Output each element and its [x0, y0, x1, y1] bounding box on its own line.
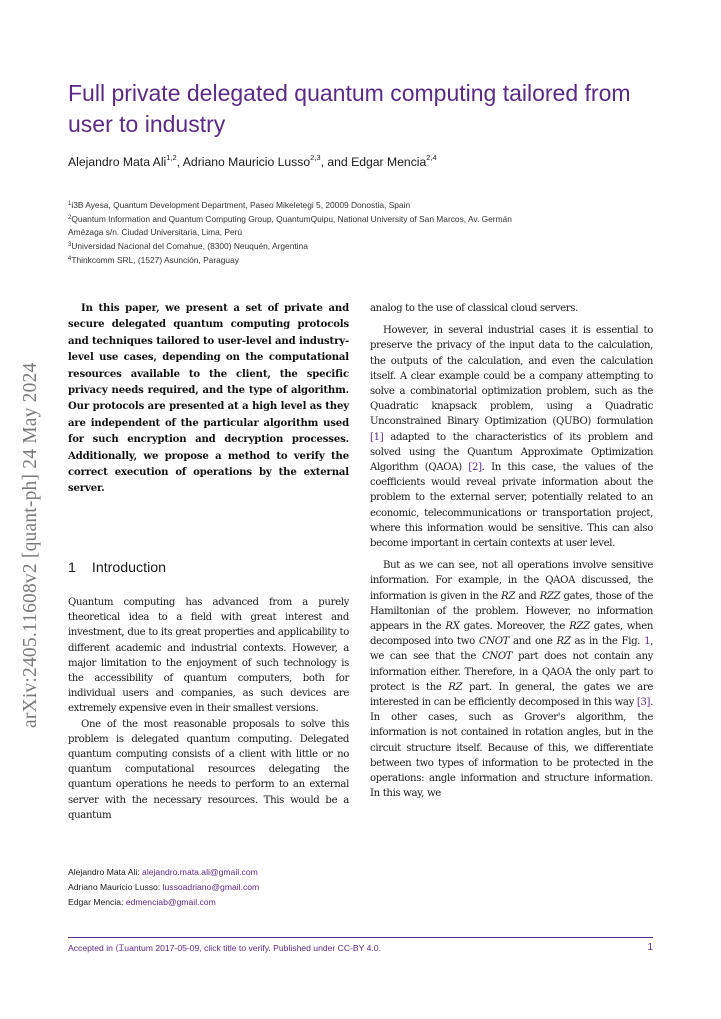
affiliation-text: Quantum Information and Quantum Computing Group, QuantumQuipu, National University of San Marcos, Av. Germán [71, 213, 512, 224]
email-author-name: Edgar Mencia: [68, 897, 124, 907]
section-heading [68, 560, 166, 576]
affiliation-number: 3 [68, 241, 72, 248]
math-symbol: CNOT [478, 636, 510, 648]
author-emails [68, 865, 349, 910]
text-run: and one [509, 636, 557, 648]
author-name: Edgar Mencia [351, 155, 427, 170]
right-column-body [370, 301, 653, 802]
affiliation-item [68, 212, 658, 226]
citation-link[interactable]: [1] [370, 431, 384, 443]
body-paragraph [370, 323, 653, 551]
math-symbol: CNOT [481, 651, 513, 663]
text-run: . In this case, the values of the coefficients would reveal private information about the problem to the external server, potentially related to an economic, telecommunications or transportation project, where this information would be sensitive. This can also become important in certain contexts at user level. [370, 462, 653, 550]
figure-link[interactable]: 1 [644, 636, 651, 648]
text-run: and [515, 590, 540, 602]
affiliation-number: 2 [68, 214, 72, 221]
text-run: However, in several industrial cases it is essential to preserve the privacy of the input data to the calculation, the outputs of the calculation, and even the calculation itself. A clear example could be a company attempting to solve a combinatorial optimization problem, such as the Quadratic knapsack problem, using a Quadratic Unconstrained Binary Optimization (QUBO) formulation [370, 325, 653, 428]
section-number: 1 [68, 560, 76, 576]
math-symbol: RZZ [569, 621, 590, 633]
email-link[interactable]: edmenciab@gmail.com [125, 897, 216, 907]
email-author-name: Alejandro Mata Ali: [68, 867, 140, 877]
email-entry [68, 865, 349, 880]
affiliation-item [68, 198, 658, 212]
author-name: Adriano Mauricio Lusso [182, 155, 311, 170]
text-run: part. In general, the gates we are interested in can be efficiently decomposed in this way [370, 681, 653, 709]
affiliation-text: Thinkcomm SRL, (1527) Asunción, Paraguay [71, 254, 239, 265]
citation-link[interactable]: [3] [636, 697, 651, 709]
email-link[interactable]: alejandro.mata.ali@gmail.com [142, 867, 258, 877]
math-symbol: RZ [556, 636, 571, 648]
text-run: But as we can see, not all operations involve sensitive information. For example, in the QAOA discussed, the information is given in the [370, 560, 653, 602]
author-list [68, 154, 668, 169]
email-entry [68, 895, 349, 910]
author-separator: , [176, 155, 183, 170]
affiliation-item [68, 239, 658, 253]
author-name: Alejandro Mata Ali [68, 155, 167, 170]
math-symbol: RX [445, 621, 460, 633]
affiliation-list [68, 198, 658, 267]
text-run: . In other cases, such as Grover's algorithm, the information is not contained in rotation angles, but in the circuit structure itself. Because of this, we differentiate between two types of information to be protected in the operations: angle information and structure information. In this way, we [370, 697, 653, 800]
affiliation-continuation: Amézaga s/n. Ciudad Universitaria, Lima, Perú [68, 226, 243, 237]
text-run: gates. Moreover, the [459, 621, 570, 633]
footer-acceptance-note[interactable]: Accepted in ⟨Ꮖuantum 2017-05-09, click title to verify. Published under CC-BY 4.0. [68, 943, 381, 953]
body-paragraph: Quantum computing has advanced from a purely theoretical idea to a field with great interest and investment, due to its great properties and applicability to different academic and industrial contexts. However, a major limitation to the enjoyment of such technology is the accessibility of quantum computers, both for individual users and companies, as such devices are extremely expensive even in their smallest versions. [68, 597, 349, 715]
affiliation-text: Universidad Nacional del Comahue, (8300) Neuquén, Argentina [71, 240, 308, 251]
author-affiliation-marker: 2,4 [426, 153, 437, 162]
text-run: part does not contain any information either. Therefore, in a QAOA the only part to protect is the [370, 651, 653, 693]
abstract-text: In this paper, we present a set of private and secure delegated quantum computing protocols and techniques tailored to user-level and industry-level use cases, depending on the computational resources available to the client, the specific privacy needs required, and the type of algorithm. Our protocols are presented at a high level as they are independent of the particular algorithm used for such encryption and decryption processes. Additionally, we propose a method to verify the correct execution of operations by the external server. [68, 303, 349, 495]
text-run: adapted to the characteristics of its problem and solved using the Quantum Approximate Optimization Algorithm (QAOA) [370, 431, 653, 474]
body-paragraph: One of the most reasonable proposals to solve this problem is delegated quantum computing. Delegated quantum computing consists of a client with little or no quantum computational resources delegating the quantum operations he needs to perform to an external server with the necessary resources. This would be a quantum [68, 718, 349, 821]
email-entry [68, 880, 349, 895]
section-title: Introduction [91, 560, 167, 576]
email-link[interactable]: lussoadriano@gmail.com [162, 882, 260, 892]
affiliation-number: 4 [68, 255, 72, 262]
author-affiliation-marker: 1,2 [166, 153, 177, 162]
math-symbol: RZ [501, 590, 516, 602]
affiliation-number: 1 [68, 201, 72, 207]
arxiv-identifier: arXiv:2405.11608v2 [quant-ph] 24 May 2024 [20, 362, 41, 728]
text-run: gates, those of the Hamiltonian of the problem. However, no information appears in the [370, 590, 653, 633]
left-column-body [68, 595, 349, 823]
math-symbol: RZ [448, 681, 463, 693]
text-run: gates, when decomposed into two [370, 621, 654, 648]
text-run: , we can see that the [370, 636, 654, 663]
abstract-block [68, 301, 349, 498]
math-symbol: RZZ [539, 590, 561, 602]
paper-title[interactable]: Full private delegated quantum computing tailored from user to industry [68, 80, 631, 137]
body-paragraph: analog to the use of classical cloud servers. [370, 303, 579, 314]
body-paragraph [370, 558, 653, 801]
email-author-name: Adriano Mauricio Lusso: [68, 882, 161, 892]
affiliation-text: i3B Ayesa, Quantum Development Department, Paseo Mikeletegi 5, 20009 Donostia, Spain [71, 200, 411, 210]
page-number: 1 [647, 942, 653, 953]
author-affiliation-marker: 2,3 [310, 153, 321, 162]
text-run: as in the Fig. [570, 636, 645, 648]
author-separator: , and [320, 155, 352, 170]
affiliation-item [68, 253, 658, 267]
citation-link[interactable]: [2] [468, 462, 482, 474]
footer-divider [68, 937, 653, 938]
